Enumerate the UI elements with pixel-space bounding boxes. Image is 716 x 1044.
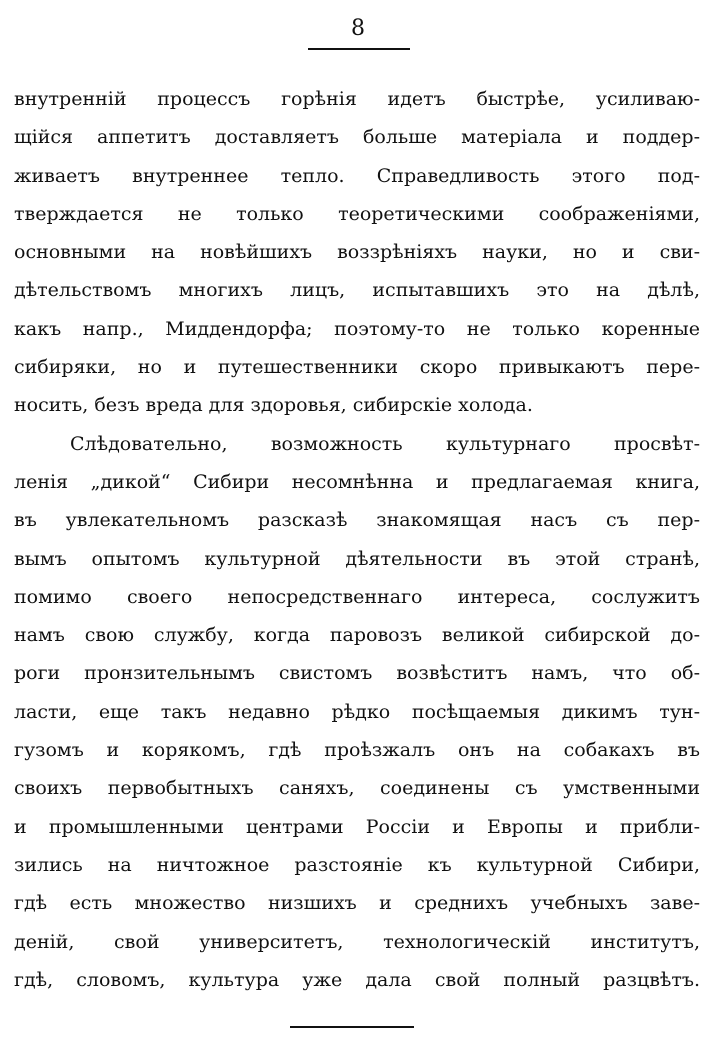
footer-rule bbox=[290, 1026, 414, 1028]
text-line: деній, свой университетъ, технологическій институтъ, bbox=[14, 930, 700, 953]
text-line: въ увлекательномъ разсказѣ знакомящая насъ съ пер- bbox=[14, 509, 700, 532]
paragraph-1 bbox=[14, 80, 700, 425]
text-line: намъ свою службу, когда паровозъ великой сибирской до- bbox=[14, 624, 700, 647]
text-line: и промышленными центрами Россіи и Европы и прибли- bbox=[14, 815, 700, 838]
text-line: помимо своего непосредственнаго интереса, сослужитъ bbox=[14, 585, 700, 608]
header-rule bbox=[308, 48, 410, 50]
text-line: основными на новѣйшихъ воззрѣніяхъ науки, но и сви- bbox=[14, 241, 700, 264]
text-line: внутренній процессъ горѣнія идетъ быстрѣе, усиливаю- bbox=[14, 88, 700, 110]
page-number: 8 bbox=[351, 16, 365, 41]
text-line: роги пронзительнымъ свистомъ возвѣститъ намъ, что об- bbox=[14, 662, 700, 685]
text-line: Слѣдовательно, возможность культурнаго просвѣт- bbox=[70, 432, 700, 455]
text-line: гузомъ и корякомъ, гдѣ проѣзжалъ онъ на собакахъ въ bbox=[14, 739, 700, 762]
text-line: какъ напр., Миддендорфа; поэтому-то не только коренные bbox=[14, 317, 700, 340]
text-line: гдѣ, словомъ, культура уже дала свой полный разцвѣтъ. bbox=[14, 968, 700, 991]
text-line: гдѣ есть множество низшихъ и среднихъ учебныхъ заве- bbox=[14, 892, 700, 915]
text-line: сибиряки, но и путешественники скоро привыкаютъ пере- bbox=[14, 356, 700, 379]
text-line: тверждается не только теоретическими соображеніями, bbox=[14, 202, 700, 225]
text-line: своихъ первобытныхъ саняхъ, соединены съ умственными bbox=[14, 777, 700, 800]
text-line: дѣтельствомъ многихъ лицъ, испытавшихъ это на дѣлѣ, bbox=[14, 279, 700, 302]
text-line: вымъ опытомъ культурной дѣятельности въ этой странѣ, bbox=[14, 547, 700, 570]
text-line: зились на ничтожное разстояніе къ культурной Сибири, bbox=[14, 853, 700, 876]
text-line: щійся аппетитъ доставляетъ больше матеріала и поддер- bbox=[14, 126, 700, 149]
text-line: живаетъ внутреннее тепло. Справедливость этого под- bbox=[14, 164, 700, 187]
text-line: ленія „дикой“ Сибири несомнѣнна и предлагаемая книга, bbox=[14, 470, 700, 493]
paragraph-2 bbox=[14, 425, 700, 999]
text-line: ласти, еще такъ недавно рѣдко посѣщаемыя дикимъ тун- bbox=[14, 700, 700, 723]
body-text bbox=[14, 80, 700, 999]
text-line: носить, безъ вреда для здоровья, сибирскіе холода. bbox=[14, 394, 533, 417]
